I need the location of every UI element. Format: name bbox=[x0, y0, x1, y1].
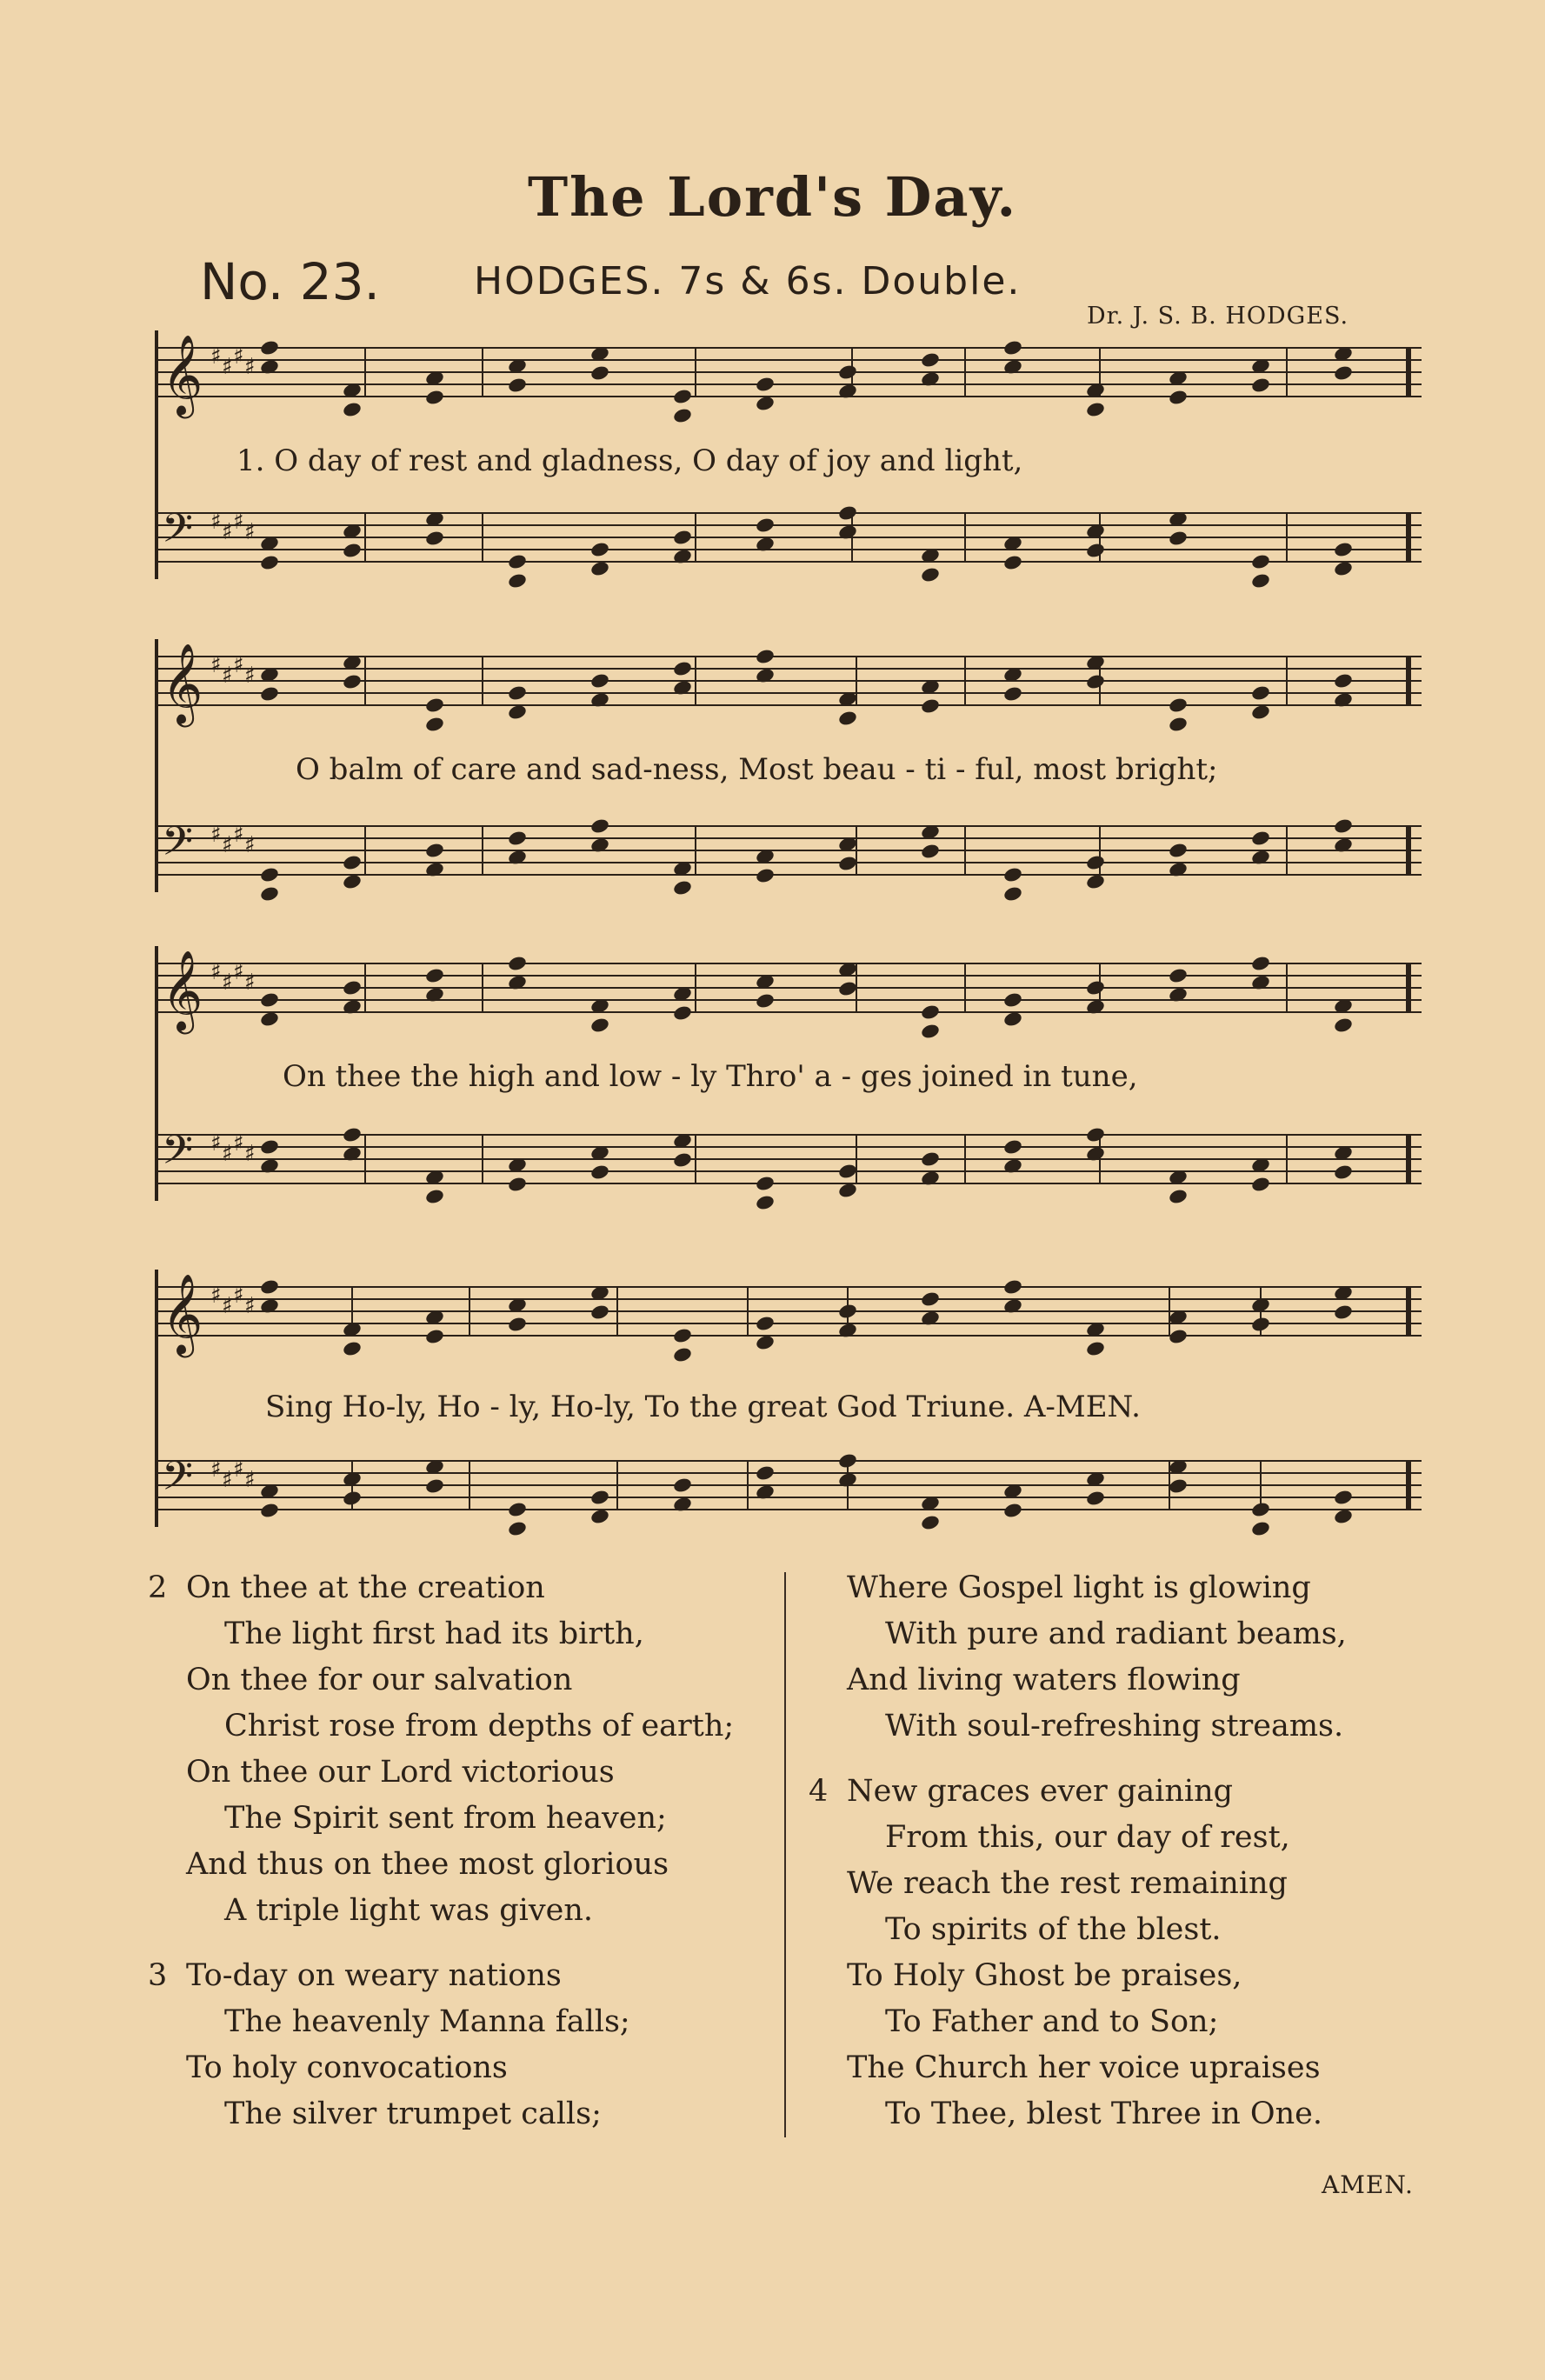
note-head bbox=[672, 660, 693, 677]
note-head bbox=[837, 1452, 858, 1470]
note-head bbox=[589, 672, 610, 690]
note-head bbox=[1333, 672, 1354, 690]
sharp-icon: ♯ bbox=[210, 959, 222, 985]
sharp-icon: ♯ bbox=[233, 1457, 244, 1483]
note-head bbox=[589, 1303, 610, 1321]
sharp-icon: ♯ bbox=[222, 1293, 233, 1319]
note-head bbox=[672, 388, 693, 405]
note-head bbox=[507, 1501, 528, 1518]
note-head bbox=[1085, 1126, 1106, 1143]
note-head bbox=[1250, 1176, 1271, 1193]
sharp-icon: ♯ bbox=[233, 1283, 244, 1309]
note-head bbox=[589, 541, 610, 558]
note-head bbox=[1250, 703, 1271, 721]
note-head bbox=[837, 1163, 858, 1180]
note-head bbox=[1333, 364, 1354, 382]
sharp-icon: ♯ bbox=[222, 832, 233, 858]
sharp-icon: ♯ bbox=[233, 822, 244, 848]
note-head bbox=[1333, 560, 1354, 577]
sharp-icon: ♯ bbox=[233, 343, 244, 370]
note-head bbox=[920, 1514, 941, 1531]
lyric-line-2: O balm of care and sad-ness, Most beau - ti - ful, most bright; bbox=[296, 752, 1218, 787]
note-head bbox=[1250, 955, 1271, 972]
note-head bbox=[920, 843, 941, 860]
sharp-icon: ♯ bbox=[244, 832, 256, 858]
note-head bbox=[1333, 541, 1354, 558]
note-head bbox=[342, 979, 363, 997]
note-head bbox=[259, 1010, 280, 1028]
stanza-number: 3 bbox=[148, 1958, 168, 1993]
bass-clef: 𝄢 bbox=[162, 1453, 194, 1510]
note-head bbox=[1002, 1138, 1023, 1156]
verse-line: To Father and to Son; bbox=[885, 2004, 1219, 2039]
note-head bbox=[1250, 684, 1271, 702]
note-head bbox=[589, 817, 610, 835]
note-head bbox=[920, 351, 941, 369]
note-head bbox=[1002, 685, 1023, 703]
sharp-icon: ♯ bbox=[233, 652, 244, 678]
note-head bbox=[1168, 842, 1189, 859]
note-head bbox=[755, 517, 776, 534]
sharp-icon: ♯ bbox=[244, 970, 256, 996]
sharp-icon: ♯ bbox=[244, 354, 256, 380]
treble-clef: 𝄞 bbox=[162, 950, 203, 1030]
note-head bbox=[1168, 1328, 1189, 1345]
note-head bbox=[1168, 1188, 1189, 1205]
verse-line: With soul-refreshing streams. bbox=[885, 1709, 1344, 1743]
note-head bbox=[1002, 339, 1023, 357]
note-head bbox=[1250, 377, 1271, 394]
note-head bbox=[672, 1477, 693, 1494]
verse-line: On thee our Lord victorious bbox=[186, 1755, 615, 1790]
note-head bbox=[1250, 553, 1271, 570]
note-head bbox=[507, 572, 528, 590]
sharp-icon: ♯ bbox=[210, 1457, 222, 1483]
note-head bbox=[837, 1303, 858, 1320]
note-head bbox=[672, 529, 693, 546]
note-head bbox=[755, 1315, 776, 1332]
verse-line: Where Gospel light is glowing bbox=[847, 1570, 1311, 1605]
note-head bbox=[1168, 389, 1189, 406]
verse-line: To spirits of the blest. bbox=[885, 1912, 1222, 1947]
note-head bbox=[507, 553, 528, 570]
verse-line: New graces ever gaining bbox=[847, 1774, 1234, 1809]
verse-line: From this, our day of rest, bbox=[885, 1820, 1290, 1855]
bass-clef: 𝄢 bbox=[162, 818, 194, 875]
note-head bbox=[589, 1017, 610, 1034]
note-head bbox=[755, 648, 776, 665]
note-head bbox=[424, 842, 445, 859]
note-head bbox=[1085, 1340, 1106, 1357]
note-head bbox=[837, 980, 858, 997]
note-head bbox=[259, 991, 280, 1009]
verse-column-right bbox=[809, 1565, 1435, 2157]
note-head bbox=[589, 560, 610, 577]
note-head bbox=[1085, 542, 1106, 559]
verse-line: To Holy Ghost be praises, bbox=[847, 1958, 1242, 1993]
note-head bbox=[920, 1290, 941, 1308]
note-head bbox=[507, 955, 528, 972]
note-head bbox=[1002, 1502, 1023, 1519]
note-head bbox=[342, 673, 363, 690]
note-head bbox=[507, 377, 528, 394]
note-head bbox=[589, 1508, 610, 1525]
note-head bbox=[1002, 1010, 1023, 1028]
sharp-icon: ♯ bbox=[222, 1141, 233, 1167]
note-head bbox=[424, 1328, 445, 1345]
note-head bbox=[424, 697, 445, 714]
note-head bbox=[259, 339, 280, 357]
sharp-icon: ♯ bbox=[210, 1283, 222, 1309]
note-head bbox=[1333, 1508, 1354, 1525]
verse-line: The Spirit sent from heaven; bbox=[224, 1801, 667, 1836]
note-head bbox=[424, 716, 445, 733]
note-head bbox=[920, 697, 941, 715]
note-head bbox=[1085, 979, 1106, 997]
note-head bbox=[755, 395, 776, 412]
lyric-line-1: 1. O day of rest and gladness, O day of joy and light, bbox=[236, 443, 1023, 478]
note-head bbox=[507, 1520, 528, 1537]
note-head bbox=[1333, 1163, 1354, 1181]
note-head bbox=[589, 1489, 610, 1506]
note-head bbox=[1002, 885, 1023, 903]
hymn-number: No. 23. bbox=[200, 252, 380, 311]
note-head bbox=[672, 1327, 693, 1344]
sharp-icon: ♯ bbox=[244, 1467, 256, 1493]
note-head bbox=[1250, 572, 1271, 590]
verse-line: A triple light was given. bbox=[224, 1893, 594, 1928]
tune-name: HODGES. 7s & 6s. Double. bbox=[474, 259, 1022, 303]
stanza-3 bbox=[148, 1953, 774, 2137]
note-head bbox=[1002, 866, 1023, 883]
note-head bbox=[755, 992, 776, 1010]
note-head bbox=[1085, 1490, 1106, 1507]
treble-clef: 𝄞 bbox=[162, 1273, 203, 1354]
note-head bbox=[259, 885, 280, 903]
note-head bbox=[1002, 1278, 1023, 1296]
note-head bbox=[507, 830, 528, 847]
note-head bbox=[837, 504, 858, 522]
note-head bbox=[424, 530, 445, 547]
note-head bbox=[755, 1194, 776, 1211]
note-head bbox=[342, 401, 363, 418]
note-head bbox=[424, 1477, 445, 1495]
verse-line: The light first had its birth, bbox=[224, 1617, 644, 1651]
note-head bbox=[1168, 716, 1189, 733]
note-head bbox=[259, 1278, 280, 1296]
stanza-number: 4 bbox=[809, 1774, 829, 1809]
sharp-icon: ♯ bbox=[210, 652, 222, 678]
stanza-3-cont bbox=[809, 1565, 1435, 1750]
verse-line: On thee for our salvation bbox=[186, 1663, 573, 1697]
note-head bbox=[837, 1182, 858, 1199]
verse-line: The heavenly Manna falls; bbox=[224, 2004, 630, 2039]
verse-line: And living waters flowing bbox=[847, 1663, 1241, 1697]
note-head bbox=[259, 1502, 280, 1519]
verse-line: And thus on thee most glorious bbox=[186, 1847, 669, 1882]
sharp-icon: ♯ bbox=[210, 343, 222, 370]
note-head bbox=[342, 873, 363, 890]
sharp-icon: ♯ bbox=[222, 970, 233, 996]
sharp-icon: ♯ bbox=[233, 1130, 244, 1157]
note-head bbox=[1250, 1501, 1271, 1518]
note-head bbox=[1168, 697, 1189, 714]
note-head bbox=[672, 1004, 693, 1022]
sharp-icon: ♯ bbox=[244, 663, 256, 689]
note-head bbox=[1085, 873, 1106, 890]
note-head bbox=[755, 867, 776, 884]
note-head bbox=[672, 879, 693, 897]
note-head bbox=[1168, 967, 1189, 984]
note-head bbox=[837, 363, 858, 381]
sharp-icon: ♯ bbox=[222, 354, 233, 380]
verse-line: With pure and radiant beams, bbox=[885, 1617, 1347, 1651]
note-head bbox=[1168, 530, 1189, 547]
note-head bbox=[1333, 817, 1354, 835]
note-head bbox=[259, 866, 280, 883]
verse-line: To Thee, blest Three in One. bbox=[885, 2097, 1322, 2131]
composer: Dr. J. S. B. HODGES. bbox=[1087, 303, 1349, 330]
note-head bbox=[1333, 1303, 1354, 1321]
note-head bbox=[507, 703, 528, 721]
page-title: The Lord's Day. bbox=[527, 165, 1018, 229]
note-head bbox=[1002, 554, 1023, 571]
note-head bbox=[1002, 991, 1023, 1009]
note-head bbox=[259, 685, 280, 703]
note-head bbox=[1250, 1520, 1271, 1537]
note-head bbox=[837, 710, 858, 727]
note-head bbox=[507, 684, 528, 702]
note-head bbox=[1250, 830, 1271, 847]
verse-column-left bbox=[148, 1565, 774, 2157]
note-head bbox=[755, 1334, 776, 1351]
sharp-icon: ♯ bbox=[244, 1141, 256, 1167]
sharp-icon: ♯ bbox=[222, 519, 233, 545]
verses bbox=[148, 1565, 1435, 2174]
note-head bbox=[342, 1490, 363, 1507]
note-head bbox=[920, 1003, 941, 1021]
note-head bbox=[755, 1175, 776, 1192]
note-head bbox=[1168, 1477, 1189, 1495]
note-head bbox=[672, 1346, 693, 1363]
note-head bbox=[589, 364, 610, 382]
verse-line: Christ rose from depths of earth; bbox=[224, 1709, 735, 1743]
bass-clef: 𝄢 bbox=[162, 1127, 194, 1183]
note-head bbox=[259, 554, 280, 571]
lyric-line-3: On thee the high and low - ly Thro' a - ges joined in tune, bbox=[283, 1059, 1138, 1094]
sharp-icon: ♯ bbox=[210, 509, 222, 535]
note-head bbox=[837, 855, 858, 872]
note-head bbox=[1250, 1316, 1271, 1333]
stanza-number: 2 bbox=[148, 1570, 168, 1605]
note-head bbox=[424, 389, 445, 406]
note-head bbox=[507, 1176, 528, 1193]
verse-line: The Church her voice upraises bbox=[847, 2050, 1321, 2085]
sharp-icon: ♯ bbox=[233, 509, 244, 535]
verse-line: The silver trumpet calls; bbox=[224, 2097, 602, 2131]
sharp-icon: ♯ bbox=[210, 1130, 222, 1157]
note-head bbox=[920, 1023, 941, 1040]
sharp-icon: ♯ bbox=[244, 1293, 256, 1319]
note-head bbox=[1333, 1489, 1354, 1506]
note-head bbox=[424, 967, 445, 984]
sharp-icon: ♯ bbox=[244, 519, 256, 545]
sharp-icon: ♯ bbox=[233, 959, 244, 985]
note-head bbox=[920, 1150, 941, 1168]
stanza-4 bbox=[809, 1769, 1435, 2137]
note-head bbox=[755, 376, 776, 393]
note-head bbox=[1333, 1017, 1354, 1034]
note-head bbox=[672, 1151, 693, 1169]
sharp-icon: ♯ bbox=[210, 822, 222, 848]
treble-clef: 𝄞 bbox=[162, 643, 203, 723]
note-head bbox=[342, 542, 363, 559]
verse-line: We reach the rest remaining bbox=[847, 1866, 1288, 1901]
note-head bbox=[1085, 854, 1106, 871]
lyric-line-4: Sing Ho-ly, Ho - ly, Ho-ly, To the great God Triune. A-MEN. bbox=[265, 1390, 1141, 1424]
treble-clef: 𝄞 bbox=[162, 334, 203, 415]
note-head bbox=[1085, 673, 1106, 690]
note-head bbox=[920, 566, 941, 583]
note-head bbox=[589, 1163, 610, 1181]
note-head bbox=[342, 1126, 363, 1143]
note-head bbox=[672, 407, 693, 424]
amen-label: AMEN. bbox=[1322, 2170, 1414, 2199]
sharp-icon: ♯ bbox=[222, 663, 233, 689]
note-head bbox=[424, 1188, 445, 1205]
verse-line: To-day on weary nations bbox=[186, 1958, 562, 1993]
note-head bbox=[1085, 401, 1106, 418]
verse-line: To holy convocations bbox=[186, 2050, 508, 2085]
sharp-icon: ♯ bbox=[222, 1467, 233, 1493]
note-head bbox=[507, 1316, 528, 1333]
note-head bbox=[342, 1340, 363, 1357]
note-head bbox=[342, 854, 363, 871]
note-head bbox=[755, 1464, 776, 1482]
bass-clef: 𝄢 bbox=[162, 505, 194, 562]
note-head bbox=[259, 1138, 280, 1156]
verse-line: On thee at the creation bbox=[186, 1570, 545, 1605]
stanza-2 bbox=[148, 1565, 774, 1934]
